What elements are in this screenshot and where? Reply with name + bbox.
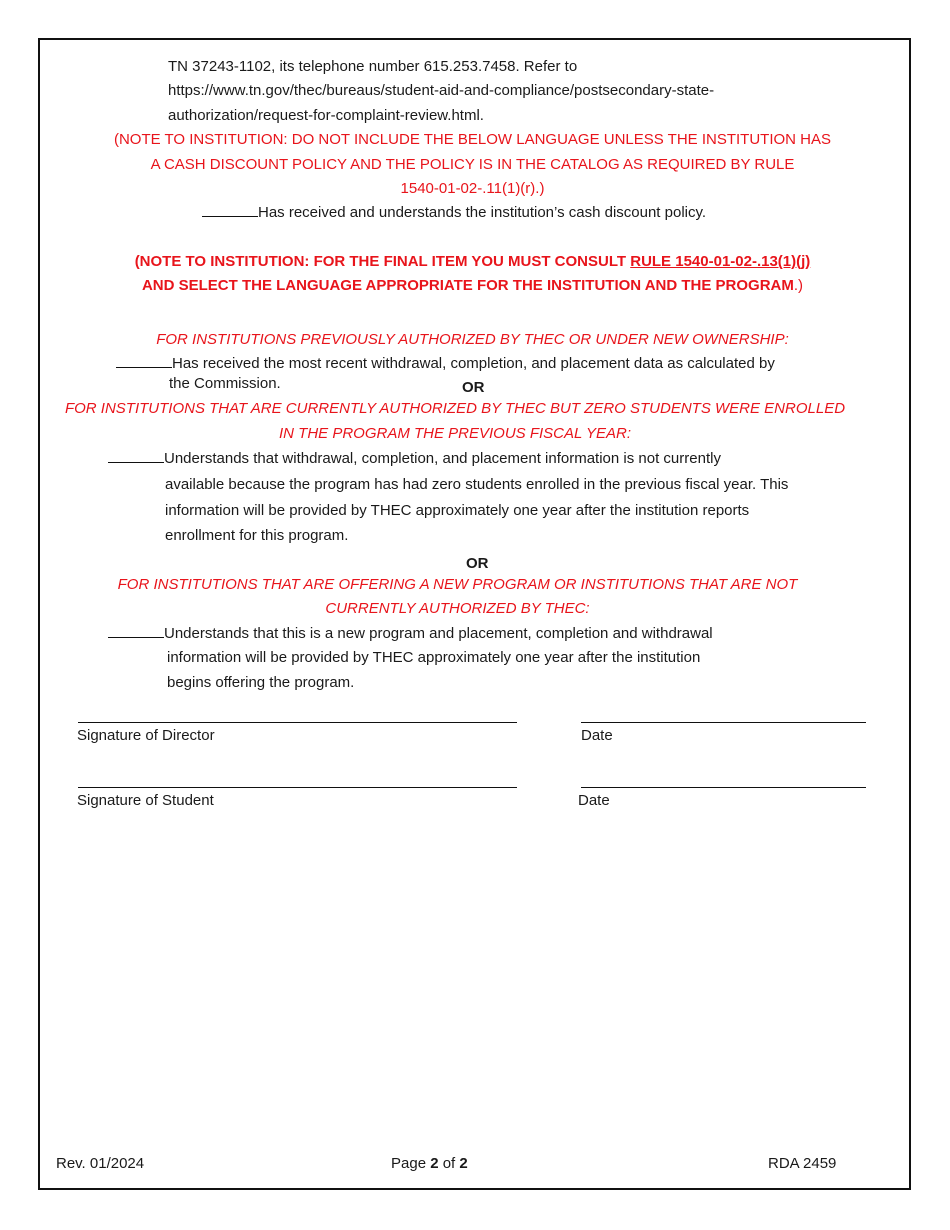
cash-note-line-1: (NOTE TO INSTITUTION: DO NOT INCLUDE THE BELOW LANGUAGE UNLESS THE INSTITUTION HAS [113,131,832,148]
option3-heading-1: FOR INSTITUTIONS THAT ARE OFFERING A NEW PROGRAM OR INSTITUTIONS THAT ARE NOT [117,576,798,593]
page-number [391,1154,468,1174]
initials-blank-option1[interactable] [116,367,172,368]
page-total: 2 [459,1155,468,1172]
option2-line-2: available because the program has had zero students enrolled in the previous fiscal year. This [165,476,789,493]
option3-item [108,624,713,644]
option1-line-2: the Commission. [169,375,281,392]
final-note-end: .) [793,277,804,294]
student-date-line[interactable] [581,787,866,788]
option1-heading: FOR INSTITUTIONS PREVIOUSLY AUTHORIZED BY THEC OR UNDER NEW OWNERSHIP: [156,331,789,348]
option2-heading-1: FOR INSTITUTIONS THAT ARE CURRENTLY AUTHORIZED BY THEC BUT ZERO STUDENTS WERE ENROLLED [64,400,846,417]
option2-heading-2: IN THE PROGRAM THE PREVIOUS FISCAL YEAR: [278,425,632,442]
page-current: 2 [430,1155,439,1172]
initials-blank-option3[interactable] [108,637,164,638]
or-separator-2: OR [466,555,489,572]
final-note-line-2 [40,276,905,296]
option2-line-3: information will be provided by THEC approximately one year after the institution reports [165,502,750,519]
director-date-line[interactable] [581,722,866,723]
final-note-main: AND SELECT THE LANGUAGE APPROPRIATE FOR THE INSTITUTION AND THE PROGRAM [141,277,794,294]
student-signature-line[interactable] [78,787,517,788]
final-note-prefix: (NOTE TO INSTITUTION: FOR THE FINAL ITEM YOU MUST CONSULT [134,253,631,270]
option2-item [108,449,721,469]
cash-discount-text: Has received and understands the institution’s cash discount policy. [258,204,707,221]
page-word: Page [391,1155,431,1172]
option3-line-3: begins offering the program. [167,674,355,691]
or-separator-1: OR [462,379,485,396]
cash-note-line-2: A CASH DISCOUNT POLICY AND THE POLICY IS IN THE CATALOG AS REQUIRED BY RULE [150,156,795,173]
intro-line-2: https://www.tn.gov/thec/bureaus/student-aid-and-compliance/postsecondary-state- [168,82,715,99]
option3-line-2: information will be provided by THEC approximately one year after the institution [167,649,701,666]
cash-note-line-3: 1540-01-02-.11(1)(r).) [400,180,545,197]
initials-blank-option2[interactable] [108,462,164,463]
option2-line-1: Understands that withdrawal, completion, and placement information is not currently [164,450,721,467]
option1-item [116,354,775,374]
rule-reference-link[interactable]: RULE 1540-01-02-.13(1)(j) [630,253,811,270]
director-date-label: Date [581,727,613,744]
initials-blank-cash[interactable] [202,216,258,217]
option2-line-4: enrollment for this program. [165,527,349,544]
final-note-line-1 [40,252,905,272]
student-date-label: Date [578,792,610,809]
option3-line-1: Understands that this is a new program and placement, completion and withdrawal [164,625,713,642]
option1-line-1: Has received the most recent withdrawal, completion, and placement data as calculated by [172,355,775,372]
student-signature-label: Signature of Student [77,792,214,809]
revision-label: Rev. 01/2024 [56,1155,145,1172]
option3-heading-2: CURRENTLY AUTHORIZED BY THEC: [325,600,590,617]
director-signature-label: Signature of Director [77,727,215,744]
form-id: RDA 2459 [768,1155,837,1172]
intro-line-3: authorization/request-for-complaint-review.html. [168,107,484,124]
intro-line-1: TN 37243-1102, its telephone number 615.253.7458. Refer to [168,58,578,75]
page-of: of [438,1155,460,1172]
director-signature-line[interactable] [78,722,517,723]
cash-discount-item [202,203,706,223]
